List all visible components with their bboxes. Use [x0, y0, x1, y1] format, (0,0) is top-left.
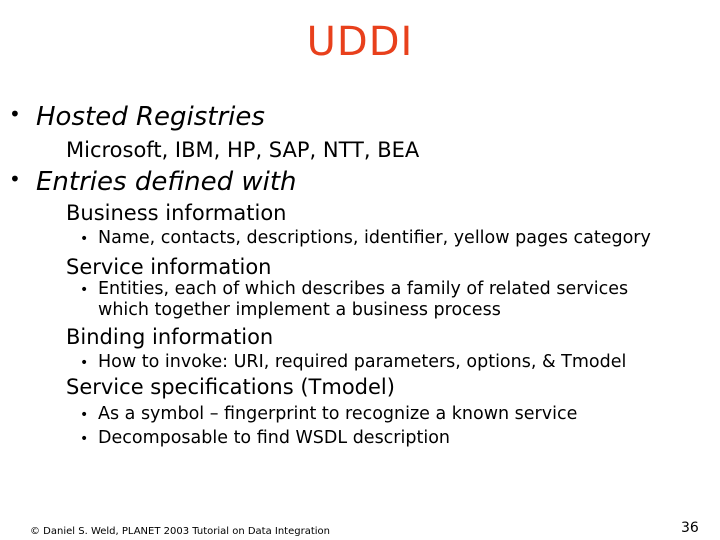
entry-label-binding-information: Binding information — [66, 325, 274, 349]
entry-detail: How to invoke: URI, required parameters, options, & Tmodel — [98, 352, 627, 372]
entry-detail: Name, contacts, descriptions, identifier, yellow pages category — [98, 228, 651, 248]
bullet-icon: • — [80, 407, 89, 423]
bullet-icon: • — [80, 231, 89, 247]
bullet-icon: • — [9, 167, 21, 191]
entry-detail: Decomposable to find WSDL description — [98, 428, 450, 448]
footer-credit: © Daniel S. Weld, PLANET 2003 Tutorial on Data Integration — [30, 526, 330, 537]
slide-title: UDDI — [306, 19, 414, 65]
bullet-icon: • — [9, 102, 21, 126]
heading-hosted-registries: Hosted Registries — [36, 102, 265, 132]
heading-entries-defined-with: Entries defined with — [36, 167, 297, 197]
bullet-icon: • — [80, 282, 89, 298]
page-number: 36 — [681, 520, 699, 536]
hosted-registries-list: Microsoft, IBM, HP, SAP, NTT, BEA — [66, 138, 420, 162]
entry-label-service-specifications: Service specifications (Tmodel) — [66, 375, 395, 399]
entry-detail: As a symbol – fingerprint to recognize a known service — [98, 404, 578, 424]
bullet-icon: • — [80, 355, 89, 371]
bullet-icon: • — [80, 431, 89, 447]
entry-detail: which together implement a business process — [98, 300, 501, 320]
entry-detail: Entities, each of which describes a family of related services — [98, 279, 629, 299]
entry-label-service-information: Service information — [66, 255, 272, 279]
entry-label-business-information: Business information — [66, 201, 287, 225]
